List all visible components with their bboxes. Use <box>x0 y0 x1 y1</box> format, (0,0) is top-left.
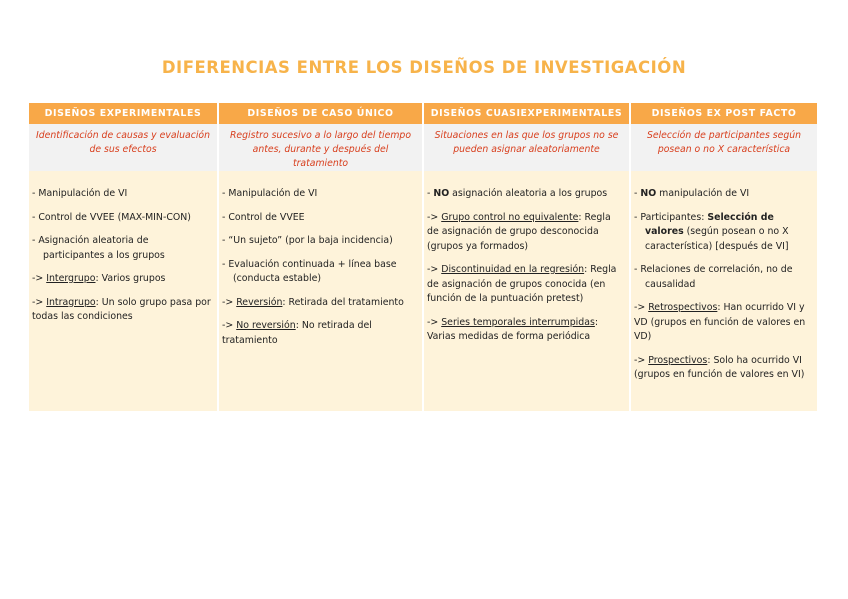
comparison-table <box>29 103 817 411</box>
list-item-pre: - Relaciones de correlación, no de causalidad <box>634 264 793 290</box>
list-item-u: Prospectivos <box>648 354 708 366</box>
list-item-post: : Han ocurrido VI y VD (grupos en función de valores en VD) <box>634 302 806 342</box>
list-item-pre: - “Un sujeto” (por la baja incidencia) <box>222 235 393 246</box>
column-body-cuasiexperimentales <box>424 171 631 411</box>
list-item-u: Discontinuidad en la regresión <box>441 264 585 275</box>
list-item-pre: - Asignación aleatoria de participantes a los grupos <box>32 235 165 261</box>
list-item-post: : Retirada del tratamiento <box>282 296 404 308</box>
list-item-u: Reversión <box>236 296 283 308</box>
list-item <box>222 319 418 348</box>
list-item <box>427 187 625 202</box>
list-item <box>32 211 213 226</box>
list-item-post: manipulación de VI <box>656 188 750 199</box>
list-item-u: No reversión <box>236 320 296 331</box>
list-item-post: : Un solo grupo pasa por todas las condiciones <box>32 296 211 322</box>
column-subtitle-experimentales: Identificación de causas y evaluación de sus efectos <box>29 124 219 171</box>
list-item <box>427 316 625 345</box>
column-body-ex-post-facto <box>631 171 817 411</box>
list-item-post: : No retirada del tratamiento <box>222 320 372 346</box>
list-item-u: Retrospectivos <box>648 302 718 313</box>
list-item <box>32 296 213 325</box>
list-item-u: Series temporales interrumpidas <box>441 316 595 328</box>
list-item <box>634 211 813 255</box>
page-title: DIFERENCIAS ENTRE LOS DISEÑOS DE INVESTIGACIÓN <box>161 58 687 77</box>
list-item <box>32 187 213 202</box>
list-item-post: : Regla de asignación de grupos conocida (en función de la puntuación pretest) <box>427 264 617 304</box>
column-header-cuasiexperimentales: DISEÑOS CUASIEXPERIMENTALES <box>424 103 631 124</box>
list-item-pre: - Evaluación continuada + línea base (conducta estable) <box>222 258 397 284</box>
list-item-b: NO <box>640 188 657 199</box>
list-item-u: Grupo control no equivalente <box>441 211 579 223</box>
list-item-pre: -> <box>222 320 237 331</box>
list-item-post: asignación aleatoria a los grupos <box>449 188 608 199</box>
column-body-caso-unico <box>219 171 424 411</box>
column-subtitle-ex-post-facto: Selección de participantes según posean o no X característica <box>631 124 817 171</box>
list-item-pre: -> <box>32 273 47 284</box>
list-item <box>634 354 813 383</box>
list-item <box>222 187 418 202</box>
list-item-pre: - Control de VVEE (MAX-MIN-CON) <box>32 211 191 223</box>
list-item-post: (según posean o no X característica) [después de VI] <box>645 226 789 252</box>
list-item-post: : Varios grupos <box>95 273 166 284</box>
list-item-pre: -> <box>427 264 442 275</box>
list-item-post: : Varias medidas de forma periódica <box>427 316 599 342</box>
list-item <box>634 187 813 202</box>
list-item-pre: -> <box>427 211 442 223</box>
list-item <box>32 272 213 287</box>
list-item-pre: - <box>634 188 641 199</box>
list-item-b: Selección de valores <box>645 211 774 237</box>
list-item <box>222 258 418 287</box>
column-header-experimentales: DISEÑOS EXPERIMENTALES <box>29 103 219 124</box>
list-item <box>427 263 625 307</box>
list-item-u: Intergrupo <box>46 273 96 284</box>
list-item <box>222 234 418 249</box>
list-item <box>222 296 418 311</box>
list-item-post: : Regla de asignación de grupo desconocida (grupos ya formados) <box>427 211 611 252</box>
list-item-pre: -> <box>427 316 442 328</box>
list-item-pre: - Control de VVEE <box>222 211 305 223</box>
list-item <box>32 234 213 263</box>
column-header-ex-post-facto: DISEÑOS EX POST FACTO <box>631 103 817 124</box>
list-item-pre: -> <box>634 302 649 313</box>
list-item-pre: - <box>427 188 434 199</box>
list-item-post: : Solo ha ocurrido VI (grupos en función de valores en VI) <box>634 354 805 380</box>
list-item-pre: -> <box>634 354 649 366</box>
list-item-pre: - Manipulación de VI <box>32 188 128 199</box>
list-item-pre: - Manipulación de VI <box>222 188 318 199</box>
list-item <box>427 211 625 255</box>
list-item <box>634 301 813 345</box>
list-item-pre: -> <box>32 296 47 308</box>
column-subtitle-caso-unico: Registro sucesivo a lo largo del tiempo antes, durante y después del tratamiento <box>219 124 424 171</box>
list-item <box>634 263 813 292</box>
list-item-b: NO <box>433 188 450 199</box>
column-subtitle-cuasiexperimentales: Situaciones en las que los grupos no se pueden asignar aleatoriamente <box>424 124 631 171</box>
list-item-pre: -> <box>222 296 237 308</box>
column-body-experimentales <box>29 171 219 411</box>
list-item-pre: - Participantes: <box>634 211 708 223</box>
list-item <box>222 211 418 226</box>
list-item-u: Intragrupo <box>46 296 96 308</box>
column-header-caso-unico: DISEÑOS DE CASO ÚNICO <box>219 103 424 124</box>
